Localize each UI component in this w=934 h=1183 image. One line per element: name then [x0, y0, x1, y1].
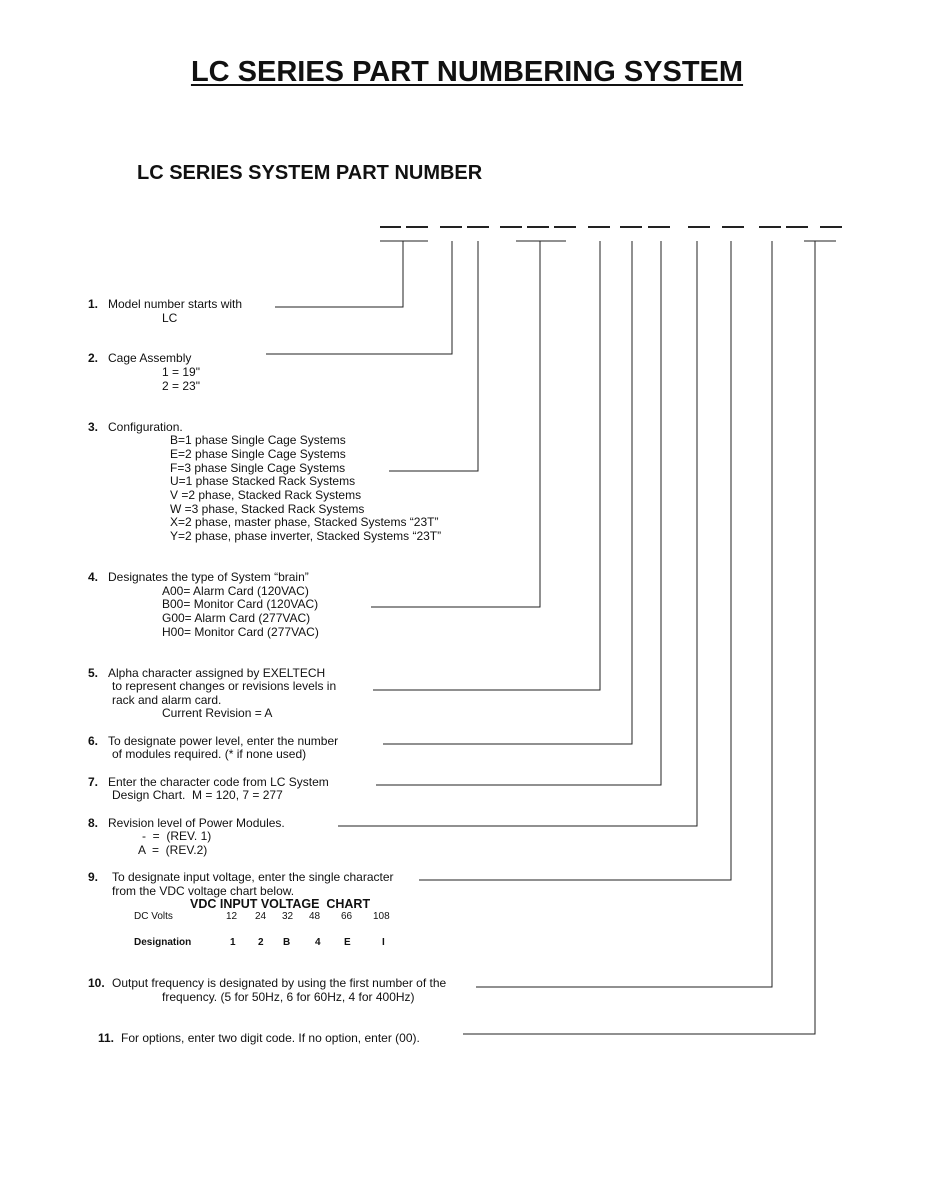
item-3-text: Configuration. [108, 420, 183, 434]
item-6-number: 6. [88, 734, 99, 748]
item-2-text: 1 = 19" [162, 365, 200, 379]
item-6-text: of modules required. (* if none used) [112, 747, 307, 761]
item-6-text: To designate power level, enter the number [108, 734, 339, 748]
vdc-designation-cell: E [344, 937, 351, 948]
item-7-number: 7. [88, 775, 99, 789]
vdc-designation-cell: 2 [258, 937, 264, 948]
item-3-option: Y=2 phase, phase inverter, Stacked Systems “23T” [170, 529, 442, 543]
item-8-text: Revision level of Power Modules. [108, 816, 285, 830]
item-3-number: 3. [88, 420, 99, 434]
item-5-number: 5. [88, 666, 99, 680]
item-4-option: G00= Alarm Card (277VAC) [162, 611, 311, 625]
vdc-volt-cell: 32 [282, 911, 294, 922]
item-7-text: Enter the character code from LC System [108, 775, 329, 789]
item-5-text: Alpha character assigned by EXELTECH [108, 666, 326, 680]
vdc-designation-cell: I [382, 937, 385, 948]
page-title: LC SERIES PART NUMBERING SYSTEM [190, 56, 744, 88]
vdc-row-label: DC Volts [134, 911, 173, 922]
item-2-text: Cage Assembly [108, 351, 192, 365]
item-1-number: 1. [88, 297, 99, 311]
item-1-text: Model number starts with [108, 297, 243, 311]
vdc-designation-cell: 4 [315, 937, 321, 948]
item-10-number: 10. [88, 976, 105, 990]
item-5-text: rack and alarm card. [112, 693, 222, 707]
section-heading: LC SERIES SYSTEM PART NUMBER [137, 162, 483, 184]
item-11-number: 11. [98, 1031, 115, 1045]
item-9-text: from the VDC voltage chart below. [112, 884, 295, 898]
item-3-option: W =3 phase, Stacked Rack Systems [170, 502, 365, 516]
vdc-volt-cell: 108 [373, 911, 390, 922]
item-4-text: Designates the type of System “brain” [108, 570, 309, 584]
item-5-text: to represent changes or revisions levels in [112, 679, 337, 693]
item-4-option: H00= Monitor Card (277VAC) [162, 625, 319, 639]
vdc-designation-cell: 1 [230, 937, 236, 948]
vdc-volt-cell: 12 [226, 911, 238, 922]
item-9-text: To designate input voltage, enter the single character [112, 870, 394, 884]
item-9-number: 9. [88, 870, 99, 884]
item-2-number: 2. [88, 351, 99, 365]
item-2-text: 2 = 23" [162, 379, 200, 393]
vdc-chart-title: VDC INPUT VOLTAGE CHART [190, 897, 371, 911]
item-3-option: B=1 phase Single Cage Systems [170, 433, 346, 447]
item-7-text: Design Chart. M = 120, 7 = 277 [112, 788, 283, 802]
item-4-option: A00= Alarm Card (120VAC) [162, 584, 309, 598]
vdc-designation-cell: B [283, 937, 291, 948]
item-8-option: - = (REV. 1) [142, 829, 212, 843]
item-3-option: E=2 phase Single Cage Systems [170, 447, 346, 461]
item-8-option: A = (REV.2) [138, 843, 208, 857]
item-3-option: V =2 phase, Stacked Rack Systems [170, 488, 362, 502]
item-3-option: F=3 phase Single Cage Systems [170, 461, 346, 475]
vdc-row-label: Designation [134, 937, 192, 948]
item-10-text: frequency. (5 for 50Hz, 6 for 60Hz, 4 for 400Hz) [162, 990, 415, 1004]
vdc-volt-cell: 24 [255, 911, 267, 922]
item-5-text: Current Revision = A [162, 706, 273, 720]
item-8-number: 8. [88, 816, 99, 830]
vdc-volt-cell: 66 [341, 911, 353, 922]
item-10-text: Output frequency is designated by using the first number of the [112, 976, 447, 990]
item-3-option: U=1 phase Stacked Rack Systems [170, 474, 356, 488]
item-3-option: X=2 phase, master phase, Stacked Systems “23T” [170, 515, 439, 529]
item-1-text: LC [162, 311, 178, 325]
vdc-volt-cell: 48 [309, 911, 321, 922]
item-11-text: For options, enter two digit code. If no option, enter (00). [121, 1031, 420, 1045]
item-4-option: B00= Monitor Card (120VAC) [162, 597, 319, 611]
item-4-number: 4. [88, 570, 99, 584]
